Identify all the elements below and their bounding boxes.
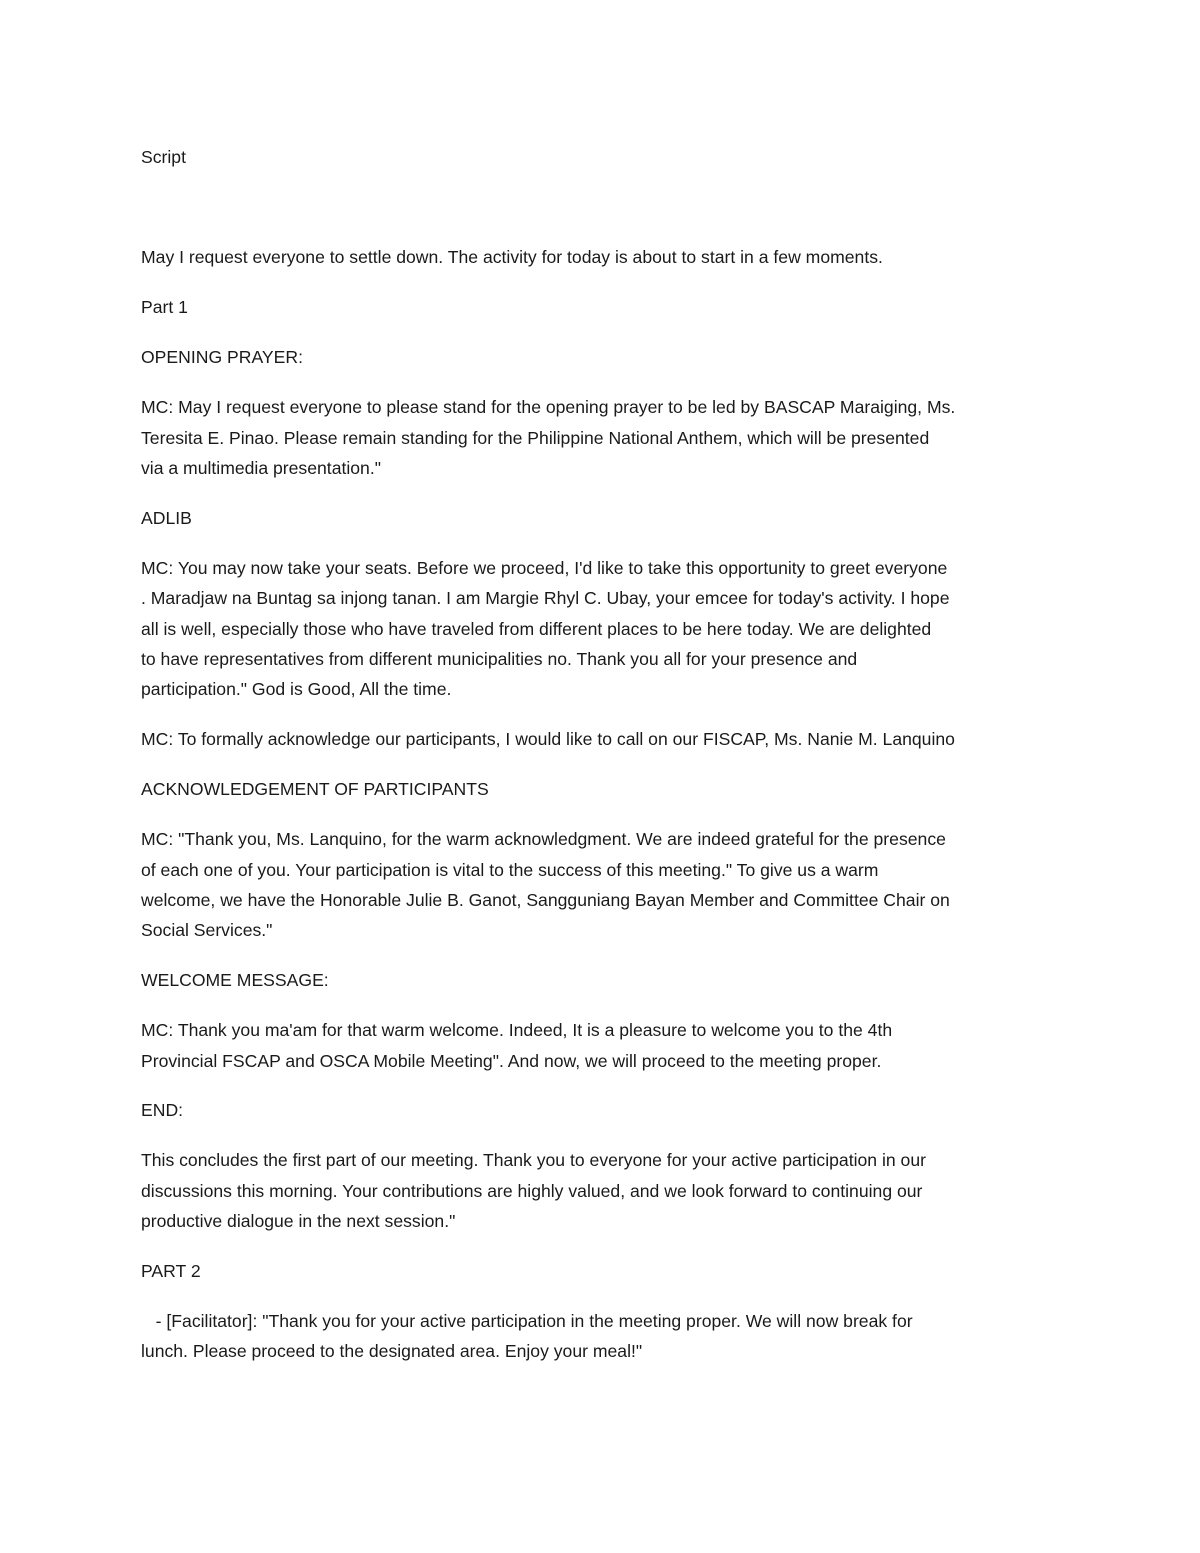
- paragraph-opening-prayer: [141, 392, 1061, 483]
- text-line: MC: You may now take your seats. Before we proceed, I'd like to take this opportunity to greet everyone: [141, 557, 948, 578]
- text-line: productive dialogue in the next session.": [141, 1211, 456, 1232]
- text-line: Social Services.": [141, 920, 273, 941]
- text-line: Teresita E. Pinao. Please remain standing for the Philippine National Anthem, which will be presented: [141, 427, 930, 448]
- text-line: This concludes the first part of our meeting. Thank you to everyone for your active participation in our: [141, 1150, 926, 1171]
- text-line: MC: To formally acknowledge our participants, I would like to call on our FISCAP, Ms. Nanie M. Lanquino: [141, 729, 955, 750]
- text-line: Part 1: [141, 297, 188, 318]
- text-line: ACKNOWLEDGEMENT OF PARTICIPANTS: [141, 779, 489, 800]
- text-line: lunch. Please proceed to the designated area. Enjoy your meal!": [141, 1341, 643, 1362]
- text-line: ADLIB: [141, 507, 192, 528]
- text-line: Provincial FSCAP and OSCA Mobile Meeting". And now, we will proceed to the meeting proper.: [141, 1050, 882, 1071]
- text-line: MC: May I request everyone to please stand for the opening prayer to be led by BASCAP Maraiging, Ms.: [141, 397, 956, 418]
- text-line: discussions this morning. Your contributions are highly valued, and we look forward to continuing our: [141, 1180, 923, 1201]
- text-line: WELCOME MESSAGE:: [141, 970, 329, 991]
- text-line: to have representatives from different municipalities no. Thank you all for your presence and: [141, 648, 858, 669]
- section-label-part-1: [141, 292, 1061, 322]
- section-label-part-2: [141, 1256, 1061, 1286]
- paragraph-end: [141, 1145, 1061, 1236]
- text-line: of each one of you. Your participation is vital to the success of this meeting." To give us a warm: [141, 859, 879, 880]
- heading-welcome-message: [141, 965, 1061, 995]
- paragraph-facilitator: [141, 1306, 1061, 1367]
- document-title: [141, 142, 1061, 172]
- text-line: all is well, especially those who have traveled from different places to be here today. We are delighted: [141, 618, 932, 639]
- text-line: - [Facilitator]: "Thank you for your active participation in the meeting proper. We will now break for: [141, 1310, 913, 1331]
- text-line: Script: [141, 147, 186, 167]
- paragraph-adlib: [141, 553, 1061, 705]
- paragraph-intro: [141, 242, 1061, 272]
- text-line: welcome, we have the Honorable Julie B. Ganot, Sangguniang Bayan Member and Committee Chair on: [141, 889, 950, 910]
- text-line: OPENING PRAYER:: [141, 347, 303, 368]
- heading-opening-prayer: [141, 342, 1061, 372]
- paragraph-acknowledgement: [141, 824, 1061, 946]
- heading-acknowledgement: [141, 774, 1061, 804]
- text-line: MC: "Thank you, Ms. Lanquino, for the warm acknowledgment. We are indeed grateful for the presence: [141, 829, 946, 850]
- paragraph-welcome: [141, 1015, 1061, 1076]
- paragraph-acknowledge-call: [141, 724, 1061, 754]
- text-line: MC: Thank you ma'am for that warm welcome. Indeed, It is a pleasure to welcome you to the 4th: [141, 1020, 893, 1041]
- heading-end: [141, 1095, 1061, 1125]
- heading-adlib: [141, 503, 1061, 533]
- text-line: PART 2: [141, 1261, 201, 1282]
- text-line: participation." God is Good, All the time.: [141, 679, 452, 700]
- text-line: via a multimedia presentation.": [141, 457, 381, 478]
- text-line: May I request everyone to settle down. The activity for today is about to start in a few moments.: [141, 247, 883, 268]
- text-line: . Maradjaw na Buntag sa injong tanan. I am Margie Rhyl C. Ubay, your emcee for today's activity. I hope: [141, 588, 950, 609]
- text-line: END:: [141, 1100, 184, 1121]
- document-body: [141, 142, 1061, 1386]
